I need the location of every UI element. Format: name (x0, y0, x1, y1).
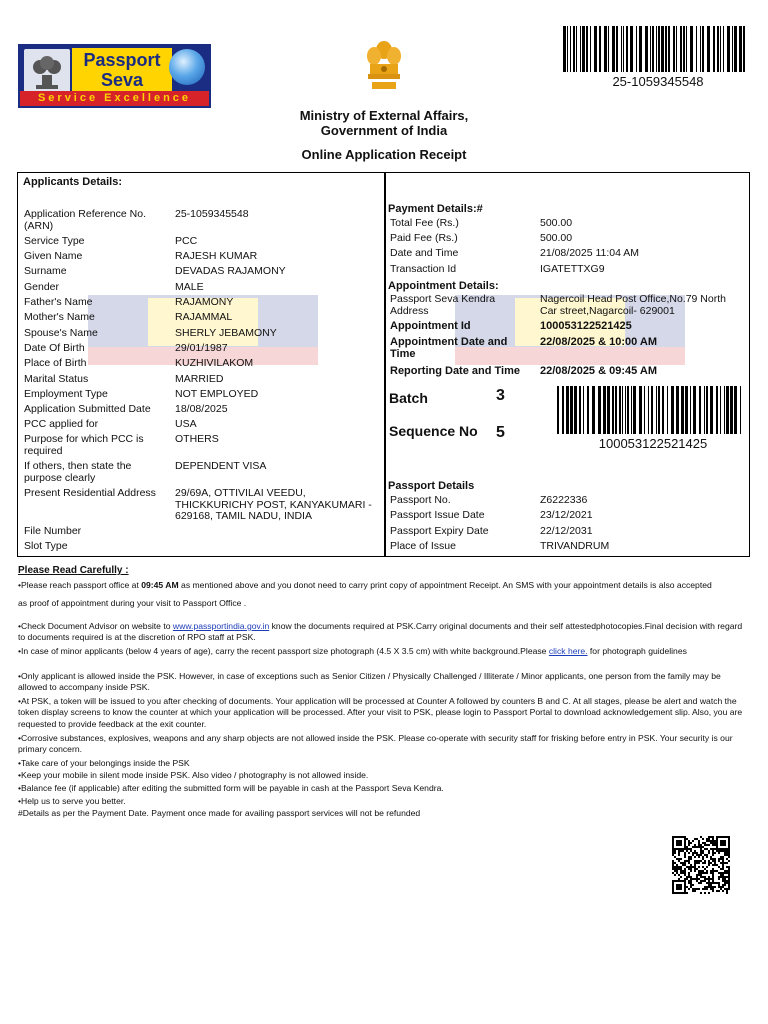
value-submitted-date: 18/08/2025 (175, 403, 228, 415)
label-issue-date: Passport Issue Date (390, 509, 485, 521)
label-sequence-no: Sequence No (389, 423, 478, 439)
value-employment-type: NOT EMPLOYED (175, 388, 259, 400)
label-total-fee: Total Fee (Rs.) (390, 217, 459, 229)
label-given-name: Given Name (24, 250, 83, 262)
label-surname: Surname (24, 265, 67, 277)
receipt-title: Online Application Receipt (301, 147, 467, 162)
label-service-type: Service Type (24, 235, 85, 247)
value-pcc-applied-for: USA (175, 418, 197, 430)
label-spouse-name: Spouse's Name (24, 327, 98, 339)
value-marital-status: MARRIED (175, 373, 224, 385)
ministry-title (234, 108, 534, 138)
note-only-applicant: •Only applicant is allowed inside the PSK. However, in case of exceptions such as Senior Citizen / Physically Challenged / Illiterate / Minor applicants, one person from the family may be allowed to accompany inside PSK. (18, 671, 721, 693)
value-total-fee: 500.00 (540, 217, 573, 229)
note-help-us: •Help us to serve you better. (18, 796, 126, 806)
value-sequence-no: 5 (496, 424, 505, 441)
note-payment-refund: #Details as per the Payment Date. Payment once made for availing passport services will not be refunded (18, 808, 421, 818)
note-1-text-a: •Please reach passport office at (18, 580, 142, 590)
label-place-of-birth: Place of Birth (24, 357, 87, 369)
arn-barcode (563, 26, 745, 72)
label-appointment-id: Appointment Id (390, 320, 471, 332)
label-pcc-purpose: Purpose for which PCC is required (24, 433, 144, 457)
label-passport-no: Passport No. (390, 494, 451, 506)
value-reporting-date-time: 22/08/2025 & 09:45 AM (540, 365, 657, 377)
label-expiry-date: Passport Expiry Date (390, 525, 489, 537)
label-place-of-issue: Place of Issue (390, 540, 456, 552)
logo-line-2: Seva (100, 70, 144, 90)
value-father-name: RAJAMONY (175, 296, 234, 308)
label-payment-date-time: Date and Time (390, 247, 459, 259)
label-file-number: File Number (24, 525, 82, 537)
value-expiry-date: 22/12/2031 (540, 525, 593, 537)
value-appointment-id: 100053122521425 (540, 320, 632, 332)
value-issue-date: 23/12/2021 (540, 509, 593, 521)
value-spouse-name: SHERLY JEBAMONY (175, 327, 277, 339)
label-purpose-details: If others, then state the purpose clearly (24, 460, 132, 484)
label-slot-type: Slot Type (24, 540, 68, 552)
note-minor-applicants (18, 646, 748, 657)
read-carefully-heading: Please Read Carefully : (18, 565, 129, 576)
applicant-heading: Applicants Details: (23, 176, 123, 188)
value-pcc-purpose: OTHERS (175, 433, 219, 445)
appointment-barcode (557, 386, 741, 434)
label-batch: Batch (389, 390, 428, 406)
appointment-heading: Appointment Details: (388, 280, 499, 292)
column-divider (384, 173, 386, 556)
value-psk-address: Nagercoil Head Post Office,No.79 North Car street,Nagarcoil- 629001 (540, 293, 726, 317)
label-mother-name: Mother's Name (24, 311, 95, 323)
value-appointment-date-time: 22/08/2025 & 10:00 AM (540, 336, 657, 348)
note-balance-fee: •Balance fee (if applicable) after editing the submitted form will be payable in cash at the Passport Seva Kendra. (18, 783, 444, 793)
value-arn: 25-1059345548 (175, 208, 249, 220)
label-marital-status: Marital Status (24, 373, 89, 385)
value-service-type: PCC (175, 235, 198, 247)
note-2-text-a: •Check Document Advisor on website to (18, 621, 173, 631)
ashoka-emblem-icon (364, 38, 404, 94)
value-paid-fee: 500.00 (540, 232, 573, 244)
note-3-text-a: •In case of minor applicants (below 4 years of age), carry the recent passport size photograph (4.5 X 3.5 cm) with white background.Please (18, 646, 549, 656)
value-gender: MALE (175, 281, 204, 293)
label-pcc-applied-for: PCC applied for (24, 418, 99, 430)
appointment-barcode-number: 100053122521425 (598, 436, 708, 451)
note-document-advisor (18, 621, 748, 644)
value-transaction-id: IGATETTXG9 (540, 263, 605, 275)
label-father-name: Father's Name (24, 296, 93, 308)
label-arn: Application Reference No. (ARN) (24, 208, 146, 232)
value-place-of-birth: KUZHIVILAKOM (175, 357, 254, 369)
value-purpose-details: DEPENDENT VISA (175, 460, 267, 472)
ministry-line-2: Government of India (320, 123, 448, 138)
value-date-of-birth: 29/01/1987 (175, 342, 228, 354)
note-2-text-b: know the documents required at PSK.Carry original documents and their self attestedphotocopies.Final decision with regard to documents required is at the discretion of RPO staff at PSK. (18, 621, 743, 643)
label-submitted-date: Application Submitted Date (24, 403, 151, 415)
value-passport-no: Z6222336 (540, 494, 588, 506)
passport-heading: Passport Details (388, 480, 475, 492)
logo-text (72, 48, 172, 92)
logo-tagline: Service Excellence (20, 91, 209, 106)
label-reporting-date-time: Reporting Date and Time (390, 365, 520, 377)
ministry-line-1: Ministry of External Affairs, (299, 108, 469, 123)
value-batch: 3 (496, 387, 505, 404)
qr-code (672, 836, 730, 894)
note-mobile-silent: •Keep your mobile in silent mode inside PSK. Also video / photography is not allowed inside. (18, 770, 369, 780)
label-employment-type: Employment Type (24, 388, 108, 400)
label-date-of-birth: Date Of Birth (24, 342, 85, 354)
label-psk-address: Passport Seva Kendra Address (390, 293, 496, 317)
national-emblem-icon (24, 49, 70, 93)
note-prohibited-items: •Corrosive substances, explosives, weapons and any sharp objects are not allowed inside the PSK. Please co-operate with security staff for frisking before entry in PSK. Your security is our primary concern. (18, 733, 733, 755)
label-residential-address: Present Residential Address (24, 487, 156, 499)
globe-icon (169, 49, 205, 85)
label-gender: Gender (24, 281, 60, 293)
value-mother-name: RAJAMMAL (175, 311, 233, 323)
note-token-process: •At PSK, a token will be issued to you after checking of documents. Your application will be processed at Counter A followed by counters B and C. At all stages, please be alert and watch the token display screens to know the counter at which your application will be processed. After your visit to PSK, please login to Passport Portal to download acknowledgement slip. Also, you are requested to provide feedback at the exit counter. (18, 696, 743, 729)
value-residential-address: 29/69A, OTTIVILAI VEEDU, THICKKURICHY POST, KANYAKUMARI - 629168, TAMIL NADU, INDIA (175, 487, 372, 522)
arn-barcode-number: 25-1059345548 (612, 74, 704, 89)
label-transaction-id: Transaction Id (390, 263, 457, 275)
payment-heading: Payment Details:# (388, 203, 483, 215)
passport-seva-logo (18, 44, 211, 108)
logo-line-1: Passport (83, 50, 161, 70)
note-1-text-b: as mentioned above and you donot need to carry print copy of appointment Receipt. An SMS with your appointment details is also accepted (178, 580, 712, 590)
note-reach-office (18, 580, 748, 591)
note-belongings: •Take care of your belongings inside the PSK (18, 758, 190, 768)
label-appointment-date-time: Appointment Date and Time (390, 336, 508, 360)
note-1-time: 09:45 AM (141, 580, 179, 590)
photo-guidelines-link[interactable]: click here. (548, 646, 588, 656)
note-3-text-b: for photograph guidelines (587, 646, 687, 656)
passportindia-link[interactable]: www.passportindia.gov.in (172, 621, 270, 631)
value-surname: DEVADAS RAJAMONY (175, 265, 286, 277)
details-box (17, 172, 750, 557)
label-paid-fee: Paid Fee (Rs.) (390, 232, 458, 244)
value-given-name: RAJESH KUMAR (175, 250, 258, 262)
value-payment-date-time: 21/08/2025 11:04 AM (540, 247, 640, 259)
note-proof-of-appointment: as proof of appointment during your visit to Passport Office . (18, 598, 247, 608)
value-place-of-issue: TRIVANDRUM (540, 540, 610, 552)
